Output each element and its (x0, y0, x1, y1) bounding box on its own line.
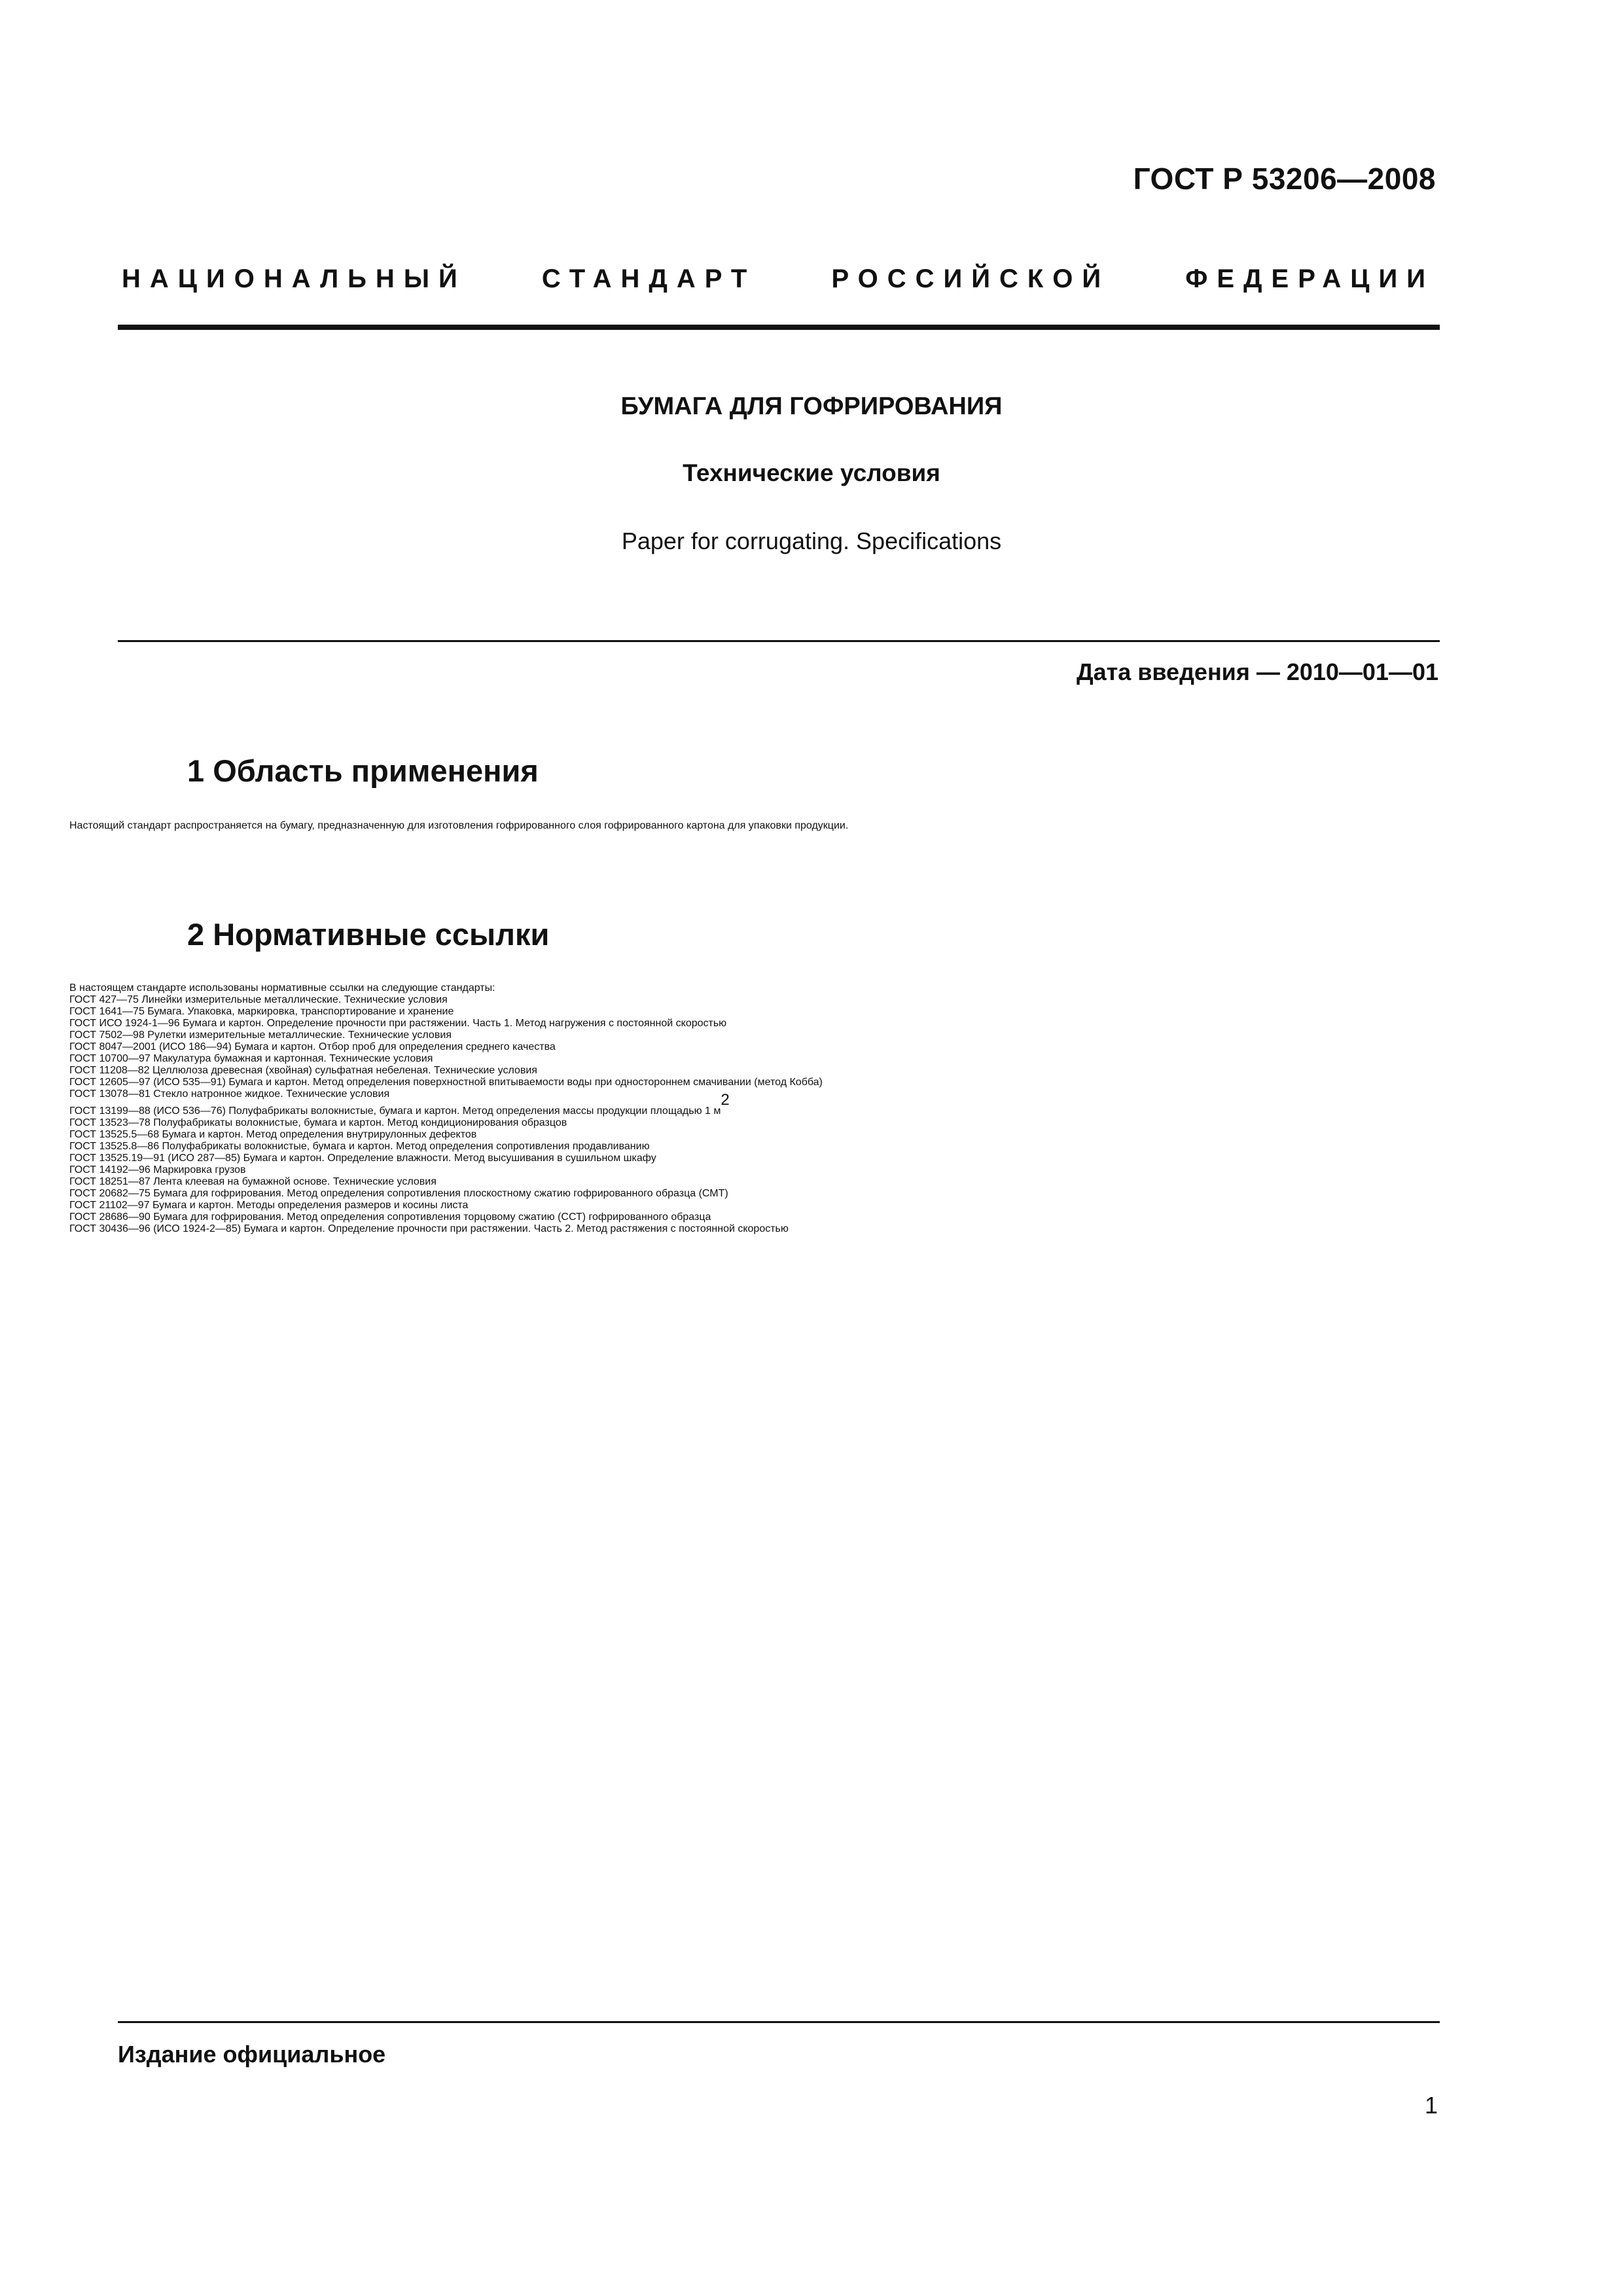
edition-label: Издание официальное (118, 2041, 386, 2068)
national-title-word-1: НАЦИОНАЛЬНЫЙ (122, 264, 467, 293)
reference-text: ГОСТ 13199—88 (ИСО 536—76) Полуфабрикаты волокнистые, бумага и картон. Метод определения массы продукции площадью 1 м (69, 1105, 721, 1117)
reference-item: ГОСТ 1641—75 Бумага. Упаковка, маркировка, транспортирование и хранение (69, 1006, 454, 1017)
section-1-paragraph: Настоящий стандарт распространяется на бумагу, предназначенную для изготовления гофрированного слоя гофрированного картона для упаковки продукции. (69, 820, 849, 831)
document-title: БУМАГА ДЛЯ ГОФРИРОВАНИЯ (620, 393, 1003, 420)
section-1-body (0, 820, 848, 832)
national-standard-title (122, 264, 1435, 294)
reference-item: ГОСТ 12605—97 (ИСО 535—91) Бумага и картон. Метод определения поверхностной впитываемости воды при одностороннем смачивании (метод Кобба) (69, 1077, 823, 1088)
reference-item: ГОСТ 21102—97 Бумага и картон. Методы определения размеров и косины листа (69, 1200, 469, 1211)
section-2-intro: В настоящем стандарте использованы нормативные ссылки на следующие стандарты: (69, 982, 495, 994)
page-number: 1 (1424, 2092, 1438, 2119)
reference-item: ГОСТ 13525.5—68 Бумага и картон. Метод определения внутрирулонных дефектов (69, 1129, 477, 1140)
reference-item: ГОСТ 20682—75 Бумага для гофрирования. Метод определения сопротивления плоскостному сжатию гофрированного образца (СМТ) (69, 1188, 728, 1199)
reference-item: ГОСТ 427—75 Линейки измерительные металлические. Технические условия (69, 994, 448, 1005)
reference-item: ГОСТ 11208—82 Целлюлоза древесная (хвойная) сульфатная небеленая. Технические условия (69, 1065, 537, 1076)
footer-divider (118, 2021, 1440, 2023)
title-divider (118, 640, 1440, 642)
national-title-word-4: ФЕДЕРАЦИИ (1185, 264, 1435, 293)
section-2-heading: 2 Нормативные ссылки (187, 917, 550, 952)
superscript: 2 (721, 1091, 730, 1109)
introduction-date: Дата введения — 2010—01—01 (1076, 658, 1438, 685)
reference-item: ГОСТ 13078—81 Стекло натронное жидкое. Технические условия (69, 1088, 390, 1100)
header-divider (118, 325, 1440, 330)
reference-item: ГОСТ 18251—87 Лента клеевая на бумажной основе. Технические условия (69, 1176, 437, 1187)
reference-item: ГОСТ 13525.8—86 Полуфабрикаты волокнистые, бумага и картон. Метод определения сопротивления продавливанию (69, 1141, 650, 1152)
reference-item: ГОСТ 14192—96 Маркировка грузов (69, 1164, 246, 1175)
reference-item: ГОСТ 13523—78 Полуфабрикаты волокнистые, бумага и картон. Метод кондиционирования образцов (69, 1117, 567, 1128)
reference-item: ГОСТ 13525.19—91 (ИСО 287—85) Бумага и картон. Определение влажности. Метод высушивания в сушильном шкафу (69, 1153, 656, 1164)
section-1-heading: 1 Область применения (187, 753, 539, 788)
reference-item: ГОСТ 28686—90 Бумага для гофрирования. Метод определения сопротивления торцовому сжатию (ССТ) гофрированного образца (69, 1211, 711, 1223)
reference-item: ГОСТ ИСО 1924-1—96 Бумага и картон. Определение прочности при растяжении. Часть 1. Метод нагружения с постоянной скоростью (69, 1018, 727, 1029)
national-title-word-2: СТАНДАРТ (541, 264, 757, 293)
document-number: ГОСТ Р 53206—2008 (1133, 162, 1436, 196)
reference-item: ГОСТ 7502—98 Рулетки измерительные металлические. Технические условия (69, 1030, 452, 1041)
english-title: Paper for corrugating. Specifications (621, 528, 1002, 554)
national-title-word-3: РОССИЙСКОЙ (831, 264, 1111, 293)
section-2-body (0, 982, 823, 1235)
reference-item: ГОСТ 8047—2001 (ИСО 186—94) Бумага и картон. Отбор проб для определения среднего качества (69, 1041, 556, 1052)
reference-item: ГОСТ 10700—97 Макулатура бумажная и картонная. Технические условия (69, 1053, 433, 1064)
document-subtitle: Технические условия (683, 459, 940, 486)
reference-item: ГОСТ 30436—96 (ИСО 1924-2—85) Бумага и картон. Определение прочности при растяжении. Часть 2. Метод растяжения с постоянной скоростью (69, 1223, 789, 1234)
